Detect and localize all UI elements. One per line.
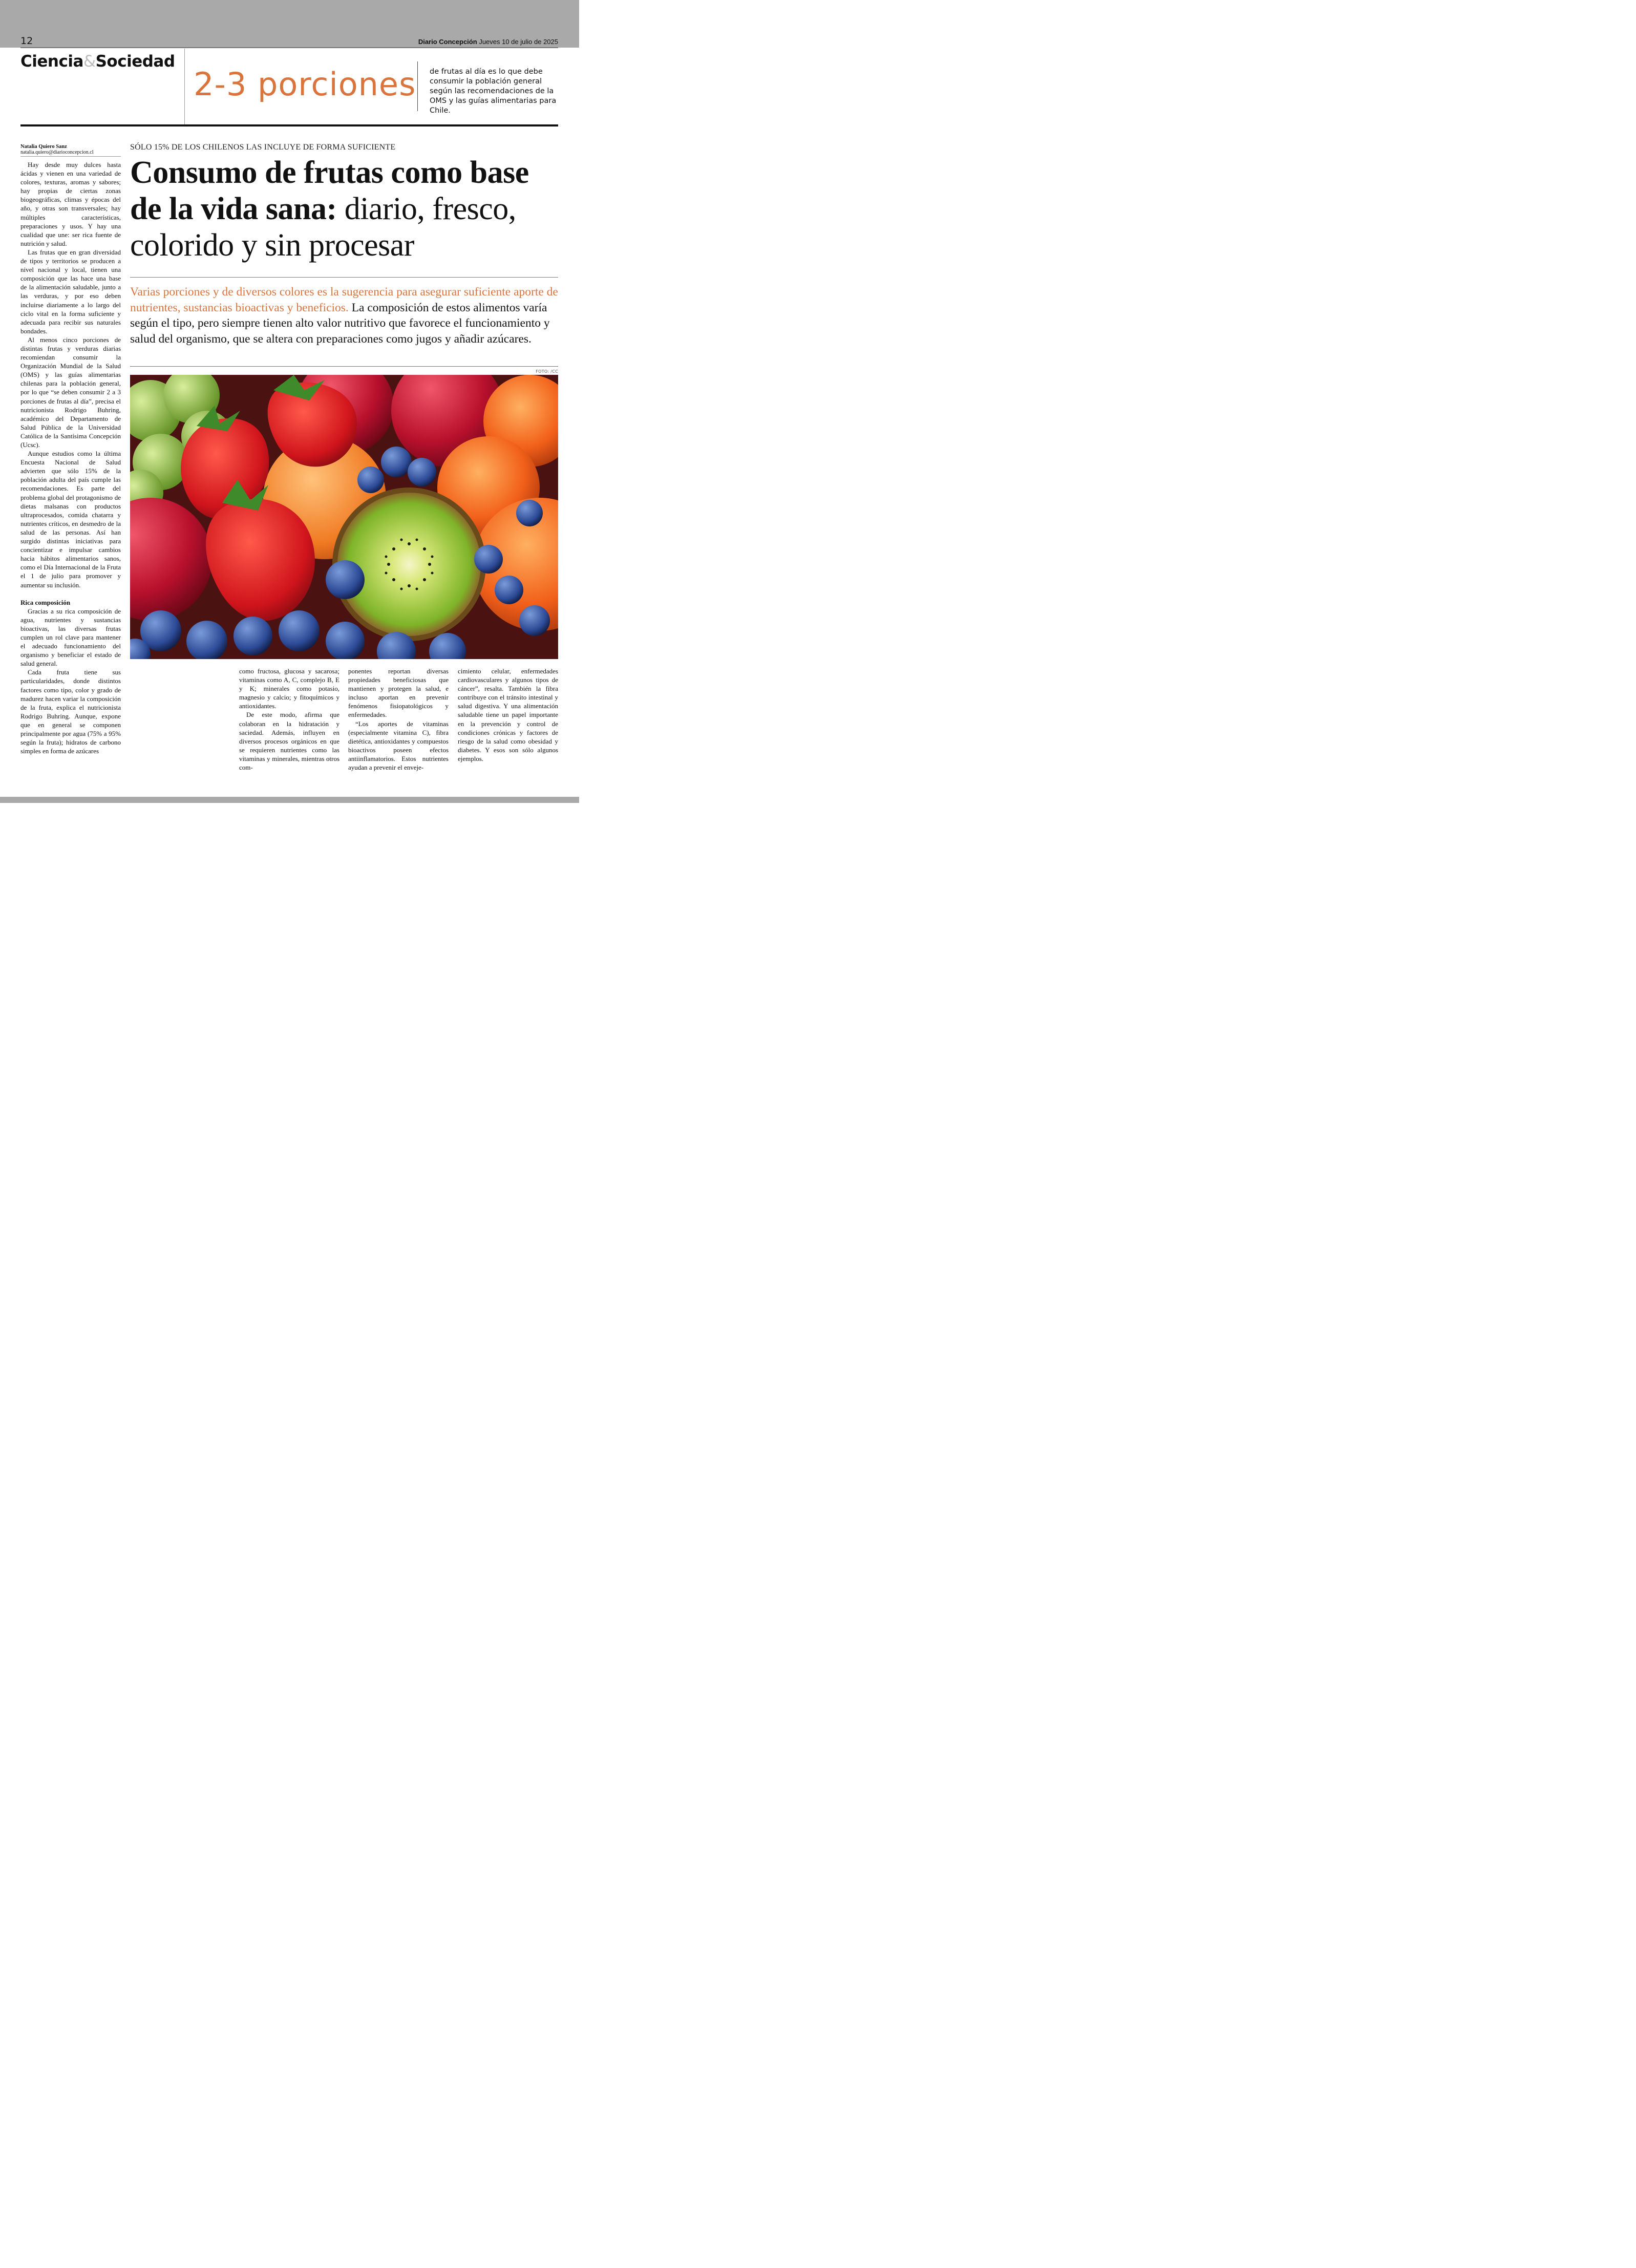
masthead (418, 38, 558, 46)
headline-regular: diario, fresco, colorido y sin procesar (130, 192, 516, 263)
section-title-part1: Ciencia (20, 52, 83, 71)
byline (20, 144, 121, 157)
article-column-4 (458, 667, 558, 763)
paragraph: Gracias a su rica composición de agua, nutrientes y sustancias bioactivas, las diversas frutas cumplen un rol clave para mantener el adecuado funcionamiento del organismo y beneficiar el estado de salud general. (20, 607, 121, 668)
article-column-2 (239, 667, 339, 772)
section-title-part2: Sociedad (95, 52, 175, 71)
fruit-photo (130, 375, 558, 659)
paragraph: Cada fruta tiene sus particularidades, donde distintos factores como tipo, color y grado de madurez hacen variar la composición de la fruta, explica el nutricionista Rodrigo Buhring. Aunque, expone que en general se componen principalmente por agua (75% a 95% según la fruta); hidratos de carbono simples en forma de azúcares (20, 668, 121, 755)
dek-rule-top (130, 277, 558, 278)
article-column-3 (348, 667, 449, 772)
header-divider-2 (417, 61, 418, 111)
author-email: natalia.quiero@diarioconcepcion.cl (20, 150, 94, 155)
section-title-amp: & (83, 52, 96, 71)
paragraph: Hay desde muy dulces hasta ácidas y vienen en una variedad de colores, texturas, aromas y sabores; hay propias de ciertas zonas biogeográficas, climas y épocas del año, y otras son transversales; hay múltiples características, preparaciones y usos. Y hay una cualidad que une: ser rica fuente de nutrición y salud. (20, 161, 121, 247)
paragraph: ponentes reportan diversas propiedades beneficiosas que mantienen y protegen la salud, e incluso aportan en prevenir fenómenos fisiopatológicos y enfermedades. (348, 667, 449, 719)
dek-text: La composición de estos alimentos varía según el tipo, pero siempre tienen alto valor nutritivo que favorece el funcionamiento y salud del organismo, que se altera con preparaciones como jugos y añadir azúcares. (130, 301, 550, 346)
paragraph: Al menos cinco porciones de distintas frutas y verduras diarias recomiendan consumir la Organización Mundial de la Salud (OMS) y las guías alimentarias chilenas para la población general, por lo que “se deben consumir 2 a 3 porciones de frutas al día”, precisa el nutricionista Rodrigo Buhring, académico del Departamento de Salud Pública de la Universidad Católica de la Santísima Concepción (Ucsc). (20, 335, 121, 449)
header-thick-rule (20, 124, 558, 126)
headline (130, 155, 560, 264)
paragraph: De este modo, afirma que colaboran en la hidratación y saciedad. Además, influyen en diversos procesos orgánicos en que se requieren nutrientes como las vitaminas y minerales, mientras otros com- (239, 711, 339, 772)
dek-accent: Varias porciones y de diversos colores es la sugerencia para asegurar suficiente aporte de nutrientes, sustancias bioactivas y beneficios. (130, 285, 558, 314)
headline-bold: Consumo de frutas como base de la vida sana: (130, 155, 529, 226)
page-number: 12 (20, 35, 33, 47)
photo-credit: FOTO: /CC (536, 369, 558, 374)
paragraph: Las frutas que en gran diversidad de tipos y territorios se producen a nivel nacional y local, tienen una composición que las hace una base de la alimentación saludable, junto a las verduras, y por eso deben incluirse diariamente a lo largo del ciclo vital en la forma suficiente y adecuada para recibir sus naturales bondades. (20, 248, 121, 335)
issue-date: Jueves 10 de julio de 2025 (479, 38, 558, 46)
header-divider-1 (184, 49, 185, 125)
newspaper-name: Diario Concepción (418, 38, 477, 46)
article-column-1 (20, 160, 121, 755)
highlight-caption: de frutas al día es lo que debe consumir la población general según las recomendaciones de la OMS y las guías alimentarias para Chile. (430, 68, 557, 115)
dek (130, 284, 560, 347)
subheading: Rica composición (20, 598, 71, 606)
bottom-gray-bar (0, 797, 579, 803)
paragraph: Aunque estudios como la última Encuesta Nacional de Salud advierten que sólo 15% de la población adulta del país cumple las recomendaciones. Es parte del problema global del protagonismo de dietas malsanas con productos ultraprocesados, comida chatarra y nutrientes críticos, en desmedro de la salud de las personas. Así han surgido distintas iniciativas para concientizar e impulsar cambios hacia hábitos alimentarios sanos, como el Día Internacional de la Fruta el 1 de julio para promover y aumentar su inclusión. (20, 450, 121, 589)
section-title (20, 52, 175, 71)
highlight-figure: 2-3 porciones (194, 66, 416, 103)
kicker: SÓLO 15% DE LOS CHILENOS LAS INCLUYE DE FORMA SUFICIENTE (130, 143, 396, 152)
paragraph: “Los aportes de vitaminas (especialmente vitamina C), fibra dietética, antioxidantes y compuestos bioactivos poseen efectos antiinflamatorios. Estos nutrientes ayudan a prevenir el enveje- (348, 719, 449, 772)
paragraph: cimiento celular, enfermedades cardiovasculares y algunos tipos de cáncer”, resalta. También la fibra contribuye con el tránsito intestinal y salud digestiva. Y una alimentación saludable tiene un papel importante en la prevención y control de condiciones crónicas y factores de riesgo de la salud como obesidad y diabetes. Y esos son sólo algunos ejemplos. (458, 667, 558, 762)
author-name: Natalia Quiero Sanz (20, 144, 67, 150)
header-rule (20, 47, 558, 48)
paragraph: como fructosa, glucosa y sacarosa; vitaminas como A, C, complejo B, E y K; minerales como potasio, magnesio y calcio; y fitoquímicos y antioxidantes. (239, 667, 339, 710)
dek-rule-bottom (130, 366, 558, 367)
